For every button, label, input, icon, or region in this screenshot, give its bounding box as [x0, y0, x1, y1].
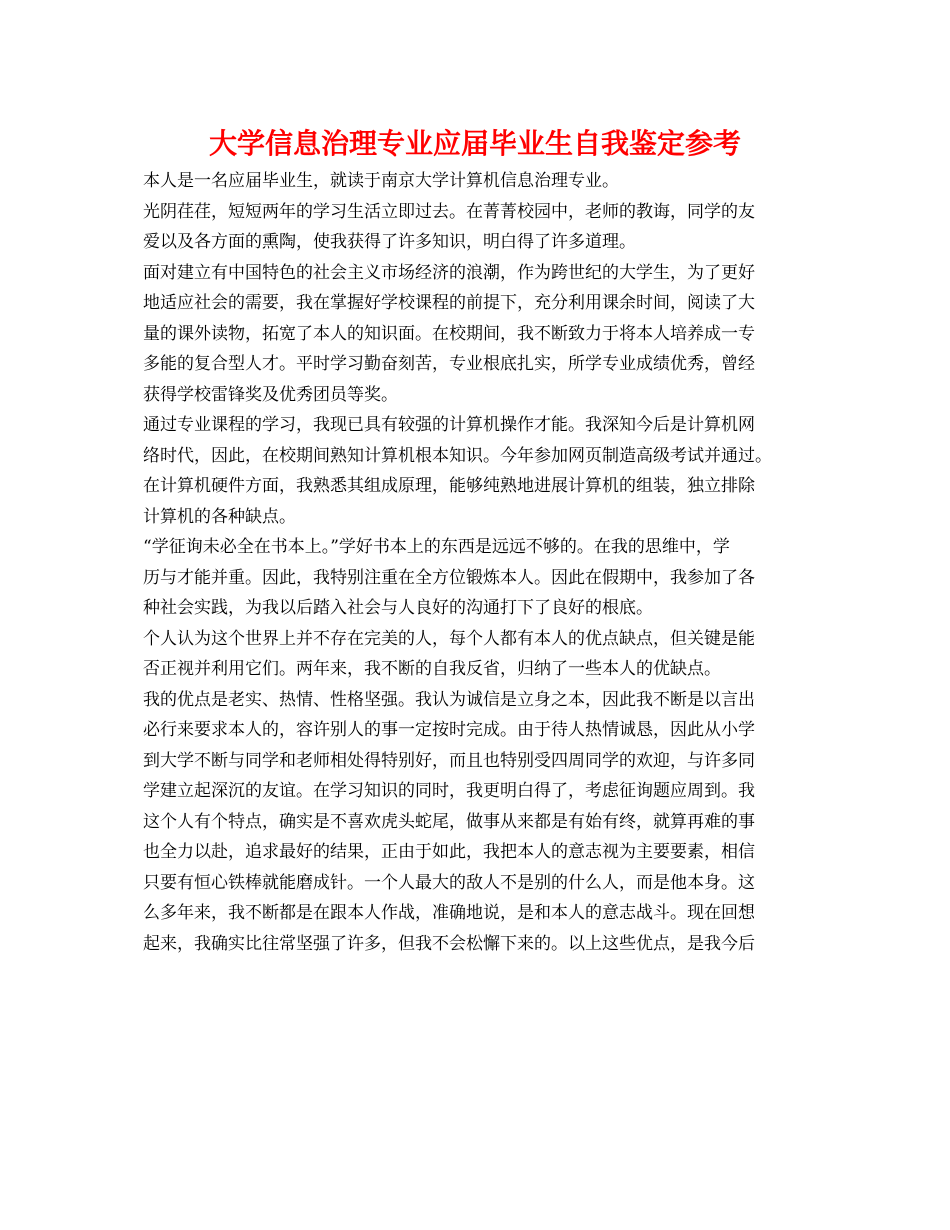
- text-line: 络时代，因此，在校期间熟知计算机根本知识。今年参加网页制造高级考试并通过。: [143, 445, 772, 466]
- document-title: 大学信息治理专业应届毕业生自我鉴定参考: [208, 127, 741, 160]
- text-line: 地适应社会的需要，我在掌握好学校课程的前提下，充分利用课余时间，阅读了大: [143, 293, 755, 313]
- text-line: 爱以及各方面的熏陶，使我获得了许多知识，明白得了许多道理。: [143, 232, 636, 252]
- text-line: 也全力以赴，追求最好的结果，正由于如此，我把本人的意志视为主要要素，相信: [143, 842, 755, 862]
- text-line: 计算机的各种缺点。: [143, 506, 296, 527]
- document-body: [143, 166, 843, 959]
- text-line: 历与才能并重。因此，我特别注重在全方位锻炼本人。因此在假期中，我参加了各: [143, 567, 755, 588]
- text-line: 光阴荏荏，短短两年的学习生活立即过去。在菁菁校园中，老师的教诲，同学的友: [143, 201, 755, 222]
- text-line: 本人是一名应届毕业生，就读于南京大学计算机信息治理专业。: [143, 171, 619, 191]
- text-line: 我的优点是老实、热情、性格坚强。我认为诚信是立身之本，因此我不断是以言出: [143, 689, 755, 710]
- text-line: “学征询未必全在书本上。”学好书本上的东西是远远不够的。在我的思维中，学: [143, 537, 730, 557]
- text-line: 种社会实践，为我以后踏入社会与人良好的沟通打下了良好的根底。: [143, 598, 653, 618]
- text-line: 量的课外读物，拓宽了本人的知识面。在校期间，我不断致力于将本人培养成一专: [143, 323, 755, 344]
- text-line: 学建立起深沉的友谊。在学习知识的同时，我更明白得了，考虑征询题应周到。我: [143, 781, 755, 801]
- text-line: 必行来要求本人的，容许别人的事一定按时完成。由于待人热情诚恳，因此从小学: [143, 720, 755, 740]
- text-line: 多能的复合型人才。平时学习勤奋刻苦，专业根底扎实，所学专业成绩优秀，曾经: [143, 354, 755, 374]
- text-line: 到大学不断与同学和老师相处得特别好，而且也特别受四周同学的欢迎，与许多同: [143, 750, 755, 771]
- text-line: 这个人有个特点，确实是不喜欢虎头蛇尾，做事从来都是有始有终，就算再难的事: [143, 811, 755, 832]
- text-line: 面对建立有中国特色的社会主义市场经济的浪潮，作为跨世纪的大学生，为了更好: [143, 262, 755, 283]
- text-line: 么多年来，我不断都是在跟本人作战，准确地说，是和本人的意志战斗。现在回想: [143, 903, 755, 923]
- text-line: 否正视并利用它们。两年来，我不断的自我反省，归纳了一些本人的优缺点。: [143, 659, 721, 679]
- text-line: 获得学校雷锋奖及优秀团员等奖。: [143, 384, 398, 405]
- text-line: 通过专业课程的学习，我现已具有较强的计算机操作才能。我深知今后是计算机网: [143, 415, 755, 435]
- text-line: 起来，我确实比往常坚强了许多，但我不会松懈下来的。以上这些优点，是我今后: [143, 933, 755, 954]
- text-line: 个人认为这个世界上并不存在完美的人，每个人都有本人的优点缺点，但关键是能: [143, 628, 755, 649]
- text-line: 只要有恒心铁棒就能磨成针。一个人最大的敌人不是别的什么人，而是他本身。这: [143, 872, 755, 893]
- text-line: 在计算机硬件方面，我熟悉其组成原理，能够纯熟地进展计算机的组装，独立排除: [143, 476, 755, 496]
